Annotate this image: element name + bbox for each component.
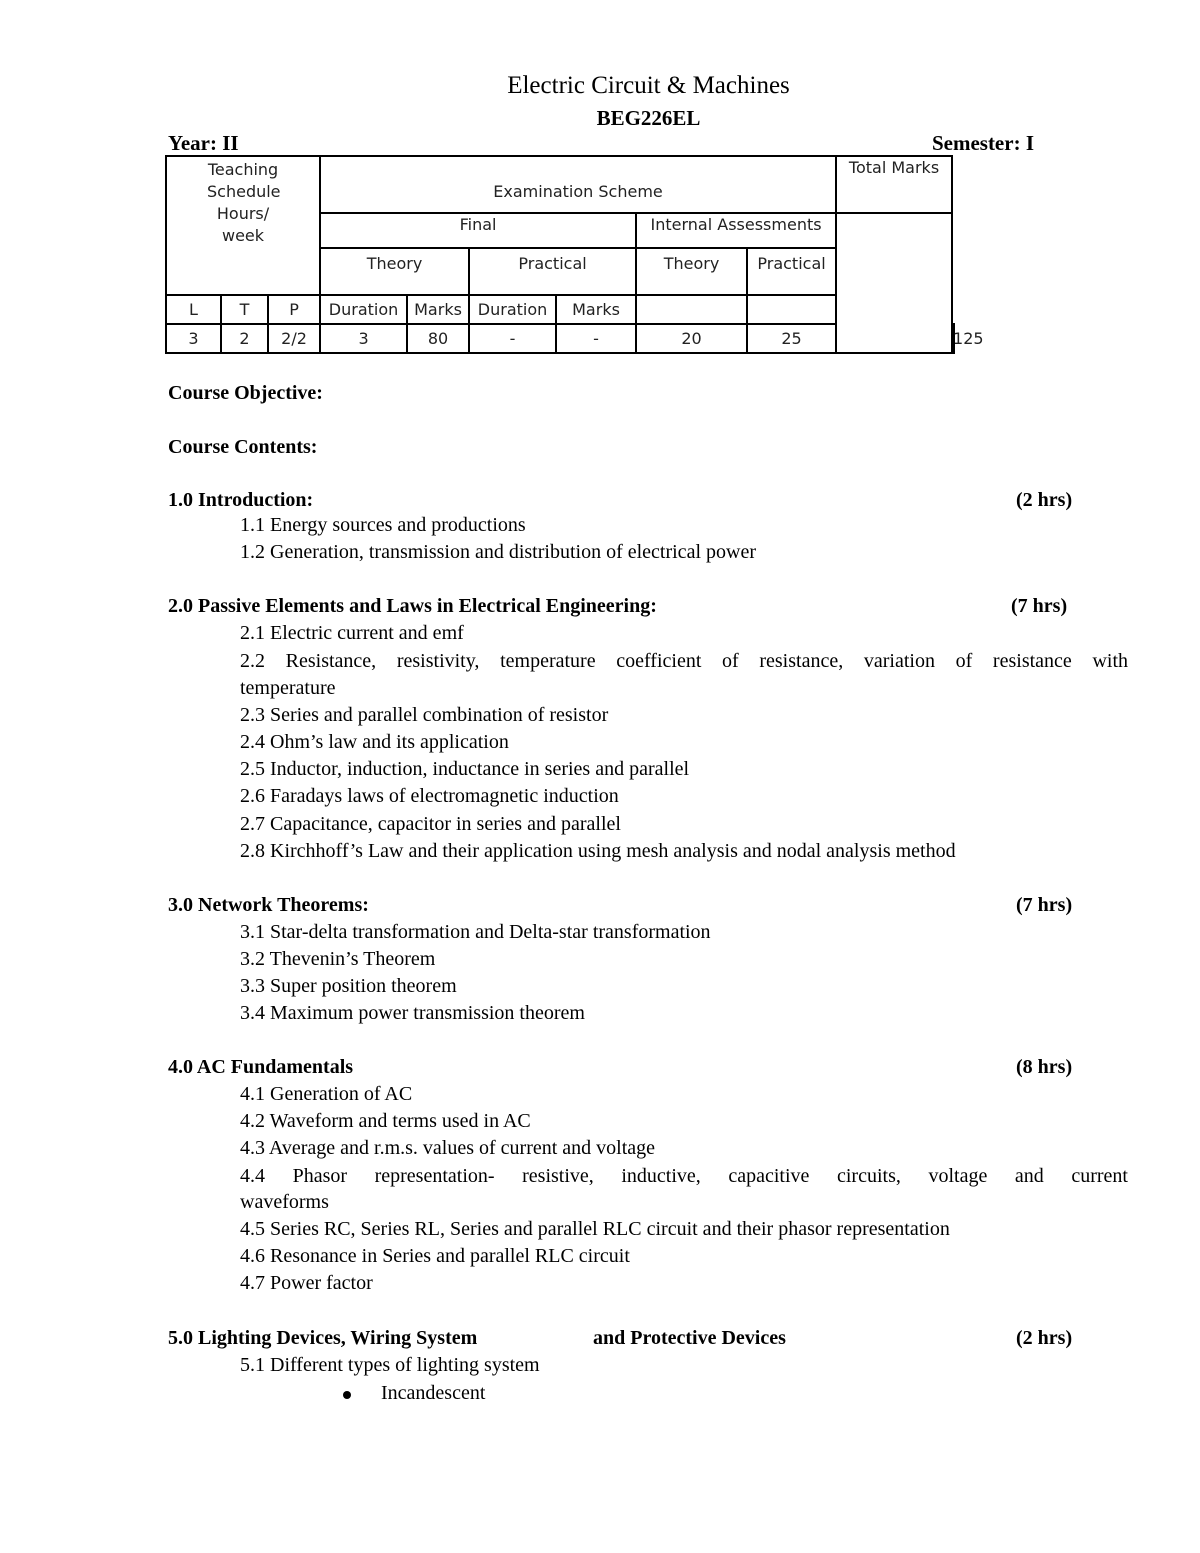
list-item: 2.7 Capacitance, capacitor in series and parallel: [240, 813, 621, 835]
list-item: 4.3 Average and r.m.s. values of current and voltage: [240, 1137, 656, 1159]
section-heading: 4.0 AC Fundamentals: [168, 1056, 354, 1078]
list-item: 3.4 Maximum power transmission theorem: [240, 1002, 585, 1024]
final-theory-header: Theory: [320, 248, 469, 295]
list-item: 4.1 Generation of AC: [240, 1083, 413, 1105]
final-practical-duration-header: Duration: [469, 295, 556, 324]
list-item: 2.2 Resistance, resistivity, temperature coefficient of resistance, variation of resistance with: [240, 650, 1128, 672]
section-hours: (2 hrs): [1016, 1327, 1073, 1349]
value-total-marks: 125: [952, 324, 954, 353]
final-practical-header: Practical: [469, 248, 636, 295]
section-hours: (8 hrs): [1016, 1056, 1073, 1078]
list-item: 4.2 Waveform and terms used in AC: [240, 1110, 531, 1132]
bullet-text: Incandescent: [381, 1382, 486, 1404]
list-item: 4.7 Power factor: [240, 1272, 373, 1294]
list-item: 2.1 Electric current and emf: [240, 622, 464, 644]
examination-scheme-header: Examination Scheme: [320, 156, 836, 213]
course-contents-heading: Course Contents:: [168, 436, 318, 458]
section-heading: 1.0 Introduction:: [168, 489, 314, 511]
internal-assessments-header: Internal Assessments: [636, 213, 836, 248]
bullet-icon: [343, 1391, 351, 1399]
list-item: 1.1 Energy sources and productions: [240, 514, 526, 536]
list-item-continuation: temperature: [240, 677, 336, 699]
col-P-header: P: [268, 295, 320, 324]
value-final-practical-marks: -: [556, 324, 636, 353]
list-item: 3.3 Super position theorem: [240, 975, 457, 997]
list-item: 2.3 Series and parallel combination of resistor: [240, 704, 609, 726]
value-ia-theory: 20: [636, 324, 747, 353]
section-heading: 5.0 Lighting Devices, Wiring System: [168, 1327, 478, 1349]
list-item: 2.8 Kirchhoff’s Law and their application using mesh analysis and nodal analysis method: [240, 840, 956, 862]
list-item: 3.1 Star-delta transformation and Delta-star transformation: [240, 921, 711, 943]
list-item: 4.6 Resonance in Series and parallel RLC circuit: [240, 1245, 630, 1267]
year-semester-line: [168, 131, 1034, 156]
list-item: 4.5 Series RC, Series RL, Series and parallel RLC circuit and their phasor representation: [240, 1218, 950, 1240]
semester-label: Semester: I: [931, 131, 1034, 155]
teaching-schedule-header: Teaching Schedule Hours/ week: [166, 156, 320, 295]
final-theory-duration-header: Duration: [320, 295, 407, 324]
section-heading: 3.0 Network Theorems:: [168, 894, 369, 916]
list-item: 5.1 Different types of lighting system: [240, 1354, 540, 1376]
col-T-header: T: [221, 295, 268, 324]
course-title: Electric Circuit & Machines: [507, 72, 790, 99]
ia-theory-header: Theory: [636, 248, 747, 295]
section-hours: (7 hrs): [1016, 894, 1073, 916]
value-ia-practical: 25: [747, 324, 836, 353]
value-final-theory-marks: 80: [407, 324, 469, 353]
value-T: 2: [221, 324, 268, 353]
ia-practical-header: Practical: [747, 248, 836, 295]
examination-scheme-table: [165, 155, 984, 354]
value-L: 3: [166, 324, 221, 353]
final-theory-marks-header: Marks: [407, 295, 469, 324]
course-code: BEG226EL: [596, 106, 701, 130]
section-hours: (2 hrs): [1016, 489, 1073, 511]
list-item: 4.4 Phasor representation- resistive, inductive, capacitive circuits, voltage and current: [240, 1165, 1128, 1187]
final-header: Final: [320, 213, 636, 248]
section-heading-continued: and Protective Devices: [593, 1327, 786, 1349]
list-item-continuation: waveforms: [240, 1191, 329, 1213]
total-marks-header: Total Marks: [836, 156, 952, 213]
value-final-theory-duration: 3: [320, 324, 407, 353]
total-marks-blank: [836, 213, 952, 353]
list-item: 1.2 Generation, transmission and distribution of electrical power: [240, 541, 756, 563]
ia-practical-blank: [747, 295, 836, 324]
course-objective-heading: Course Objective:: [168, 382, 323, 404]
value-P: 2/2: [268, 324, 320, 353]
list-item: 3.2 Thevenin’s Theorem: [240, 948, 436, 970]
final-practical-marks-header: Marks: [556, 295, 636, 324]
section-hours: (7 hrs): [1011, 595, 1068, 617]
list-item: 2.4 Ohm’s law and its application: [240, 731, 509, 753]
col-L-header: L: [166, 295, 221, 324]
section-heading: 2.0 Passive Elements and Laws in Electrical Engineering:: [168, 595, 657, 617]
list-item: 2.6 Faradays laws of electromagnetic induction: [240, 785, 619, 807]
year-label: Year: II: [168, 131, 239, 155]
value-final-practical-duration: -: [469, 324, 556, 353]
ia-theory-blank: [636, 295, 747, 324]
list-item: 2.5 Inductor, induction, inductance in series and parallel: [240, 758, 690, 780]
